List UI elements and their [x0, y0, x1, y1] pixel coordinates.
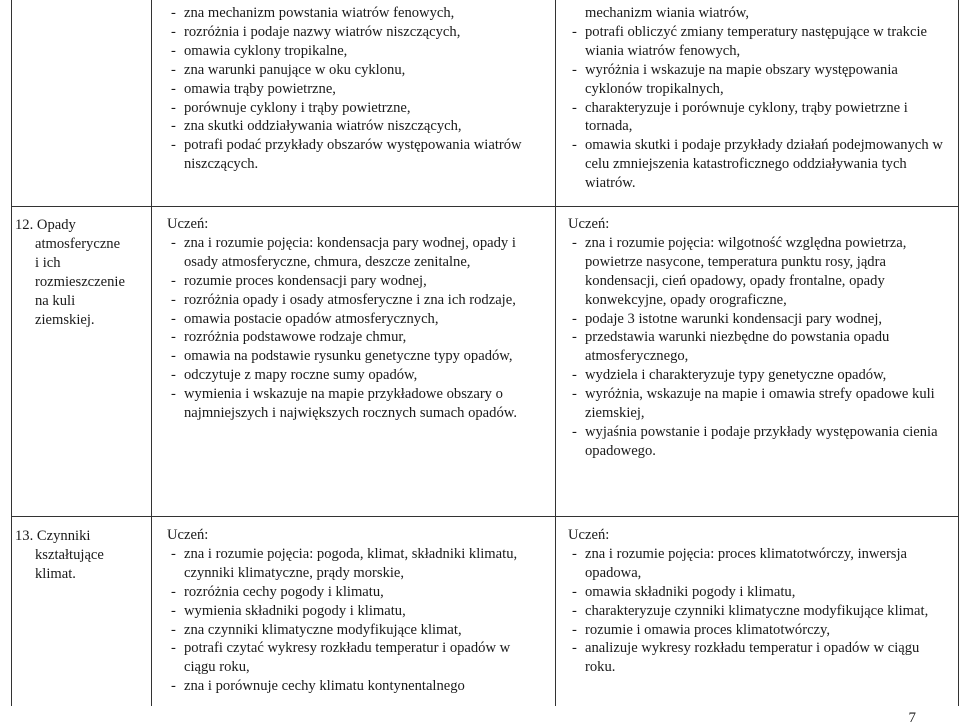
requirement-item: - podaje 3 istotne warunki kondensacji pary wodnej,	[568, 310, 953, 329]
requirement-item: - omawia trąby powietrzne,	[167, 80, 542, 99]
requirement-item: - zna warunki panujące w oku cyklonu,	[167, 61, 542, 80]
column-divider	[151, 0, 152, 706]
requirement-item: - zna mechanizm powstania wiatrów fenowych,	[167, 4, 542, 23]
requirement-item: - charakteryzuje czynniki klimatyczne modyfikujące klimat,	[568, 602, 953, 621]
topic-title-line: atmosferyczne	[35, 236, 121, 252]
requirement-item: - rozróżnia cechy pogody i klimatu,	[167, 583, 542, 602]
requirement-item: - przedstawia warunki niezbędne do powstania opadu atmosferycznego,	[568, 328, 953, 366]
requirement-item: - zna i rozumie pojęcia: wilgotność względna powietrza, powietrze nasycone, temperatura punktu rosy, jądra kondensacji, cień opadowy, opady frontalne, opady konwekcyjne, opady orograficzne,	[568, 234, 953, 310]
basic-requirements-cell	[167, 526, 542, 696]
column-divider	[555, 0, 556, 706]
extended-requirements-cell	[568, 526, 953, 677]
requirement-item: - wymienia składniki pogody i klimatu,	[167, 602, 542, 621]
basic-requirements-cell	[167, 215, 542, 423]
requirement-item: - omawia na podstawie rysunku genetyczne typy opadów,	[167, 347, 542, 366]
requirement-item: - zna i rozumie pojęcia: pogoda, klimat, składniki klimatu, czynniki klimatyczne, prądy morskie,	[167, 545, 542, 583]
topic-title-line: klimat.	[35, 566, 76, 582]
requirement-item: - analizuje wykresy rozkładu temperatur i opadów w ciągu roku.	[568, 639, 953, 677]
requirements-list	[568, 545, 953, 677]
topic-title-line: i ich	[35, 255, 61, 271]
topic-cell	[15, 527, 145, 584]
requirement-item: - zna i rozumie pojęcia: proces klimatotwórczy, inwersja opadowa,	[568, 545, 953, 583]
requirement-item: - omawia postacie opadów atmosferycznych,	[167, 310, 542, 329]
requirement-item: - wyróżnia, wskazuje na mapie i omawia strefy opadowe kuli ziemskiej,	[568, 385, 953, 423]
requirement-item: - wydziela i charakteryzuje typy genetyczne opadów,	[568, 366, 953, 385]
requirements-list	[568, 234, 953, 461]
requirement-item: - zna i porównuje cechy klimatu kontynentalnego	[167, 677, 542, 696]
requirement-item: - porównuje cyklony i trąby powietrzne,	[167, 99, 542, 118]
row-divider	[11, 206, 959, 207]
requirement-item: - rozróżnia opady i osady atmosferyczne i zna ich rodzaje,	[167, 291, 542, 310]
topic-number: 12.	[15, 217, 34, 233]
requirement-item: - omawia skutki i podaje przykłady działań podejmowanych w celu zmniejszenia katastroficznego oddziaływania tych wiatrów.	[568, 136, 953, 193]
extended-requirements-cell	[568, 4, 953, 193]
requirements-list	[568, 23, 953, 193]
student-label: Uczeń:	[568, 216, 610, 232]
requirement-item: - zna skutki oddziaływania wiatrów niszczących,	[167, 117, 542, 136]
page-number: 7	[908, 710, 916, 726]
requirements-list	[167, 4, 542, 174]
requirement-item: - odczytuje z mapy roczne sumy opadów,	[167, 366, 542, 385]
topic-number-line	[15, 216, 145, 235]
continued-text: mechanizm wiania wiatrów,	[585, 5, 749, 21]
table-border-right	[958, 0, 959, 706]
student-label: Uczeń:	[568, 527, 610, 543]
requirement-item: - wyjaśnia powstanie i podaje przykłady występowania cienia opadowego.	[568, 423, 953, 461]
topic-title-line: ziemskiej.	[35, 312, 95, 328]
requirement-item: - rozumie proces kondensacji pary wodnej,	[167, 272, 542, 291]
student-label: Uczeń:	[167, 216, 209, 232]
requirement-item: - rozumie i omawia proces klimatotwórczy,	[568, 621, 953, 640]
requirement-item: - potrafi podać przykłady obszarów występowania wiatrów niszczących.	[167, 136, 542, 174]
student-label: Uczeń:	[167, 527, 209, 543]
requirement-item: - zna i rozumie pojęcia: kondensacja pary wodnej, opady i osady atmosferyczne, chmura, deszcze zenitalne,	[167, 234, 542, 272]
topic-number-line	[15, 527, 145, 546]
requirement-item: - potrafi czytać wykresy rozkładu temperatur i opadów w ciągu roku,	[167, 639, 542, 677]
row-divider	[11, 516, 959, 517]
topic-title-line: rozmieszczenie	[35, 274, 125, 290]
requirement-item: - rozróżnia podstawowe rodzaje chmur,	[167, 328, 542, 347]
topic-title-line: Czynniki	[36, 528, 91, 544]
topic-title-line: na kuli	[35, 293, 76, 309]
extended-requirements-cell	[568, 215, 953, 461]
requirement-item: - wymienia i wskazuje na mapie przykładowe obszary o najmniejszych i największych rocznych sumach opadów.	[167, 385, 542, 423]
topic-title-line: Opady	[36, 217, 76, 233]
basic-requirements-cell	[167, 4, 542, 174]
requirement-item: - potrafi obliczyć zmiany temperatury następujące w trakcie wiania wiatrów fenowych,	[568, 23, 953, 61]
requirement-item: - charakteryzuje i porównuje cyklony, trąby powietrzne i tornada,	[568, 99, 953, 137]
topic-cell	[15, 216, 145, 330]
requirement-item: - rozróżnia i podaje nazwy wiatrów niszczących,	[167, 23, 542, 42]
requirement-item: - wyróżnia i wskazuje na mapie obszary występowania cyklonów tropikalnych,	[568, 61, 953, 99]
requirement-item: - zna czynniki klimatyczne modyfikujące klimat,	[167, 621, 542, 640]
requirements-list	[167, 545, 542, 696]
topic-title-line: kształtujące	[35, 547, 104, 563]
requirement-item: - omawia cyklony tropikalne,	[167, 42, 542, 61]
requirements-list	[167, 234, 542, 423]
requirement-item: - omawia składniki pogody i klimatu,	[568, 583, 953, 602]
topic-number: 13.	[15, 528, 34, 544]
table-border-left	[11, 0, 12, 706]
